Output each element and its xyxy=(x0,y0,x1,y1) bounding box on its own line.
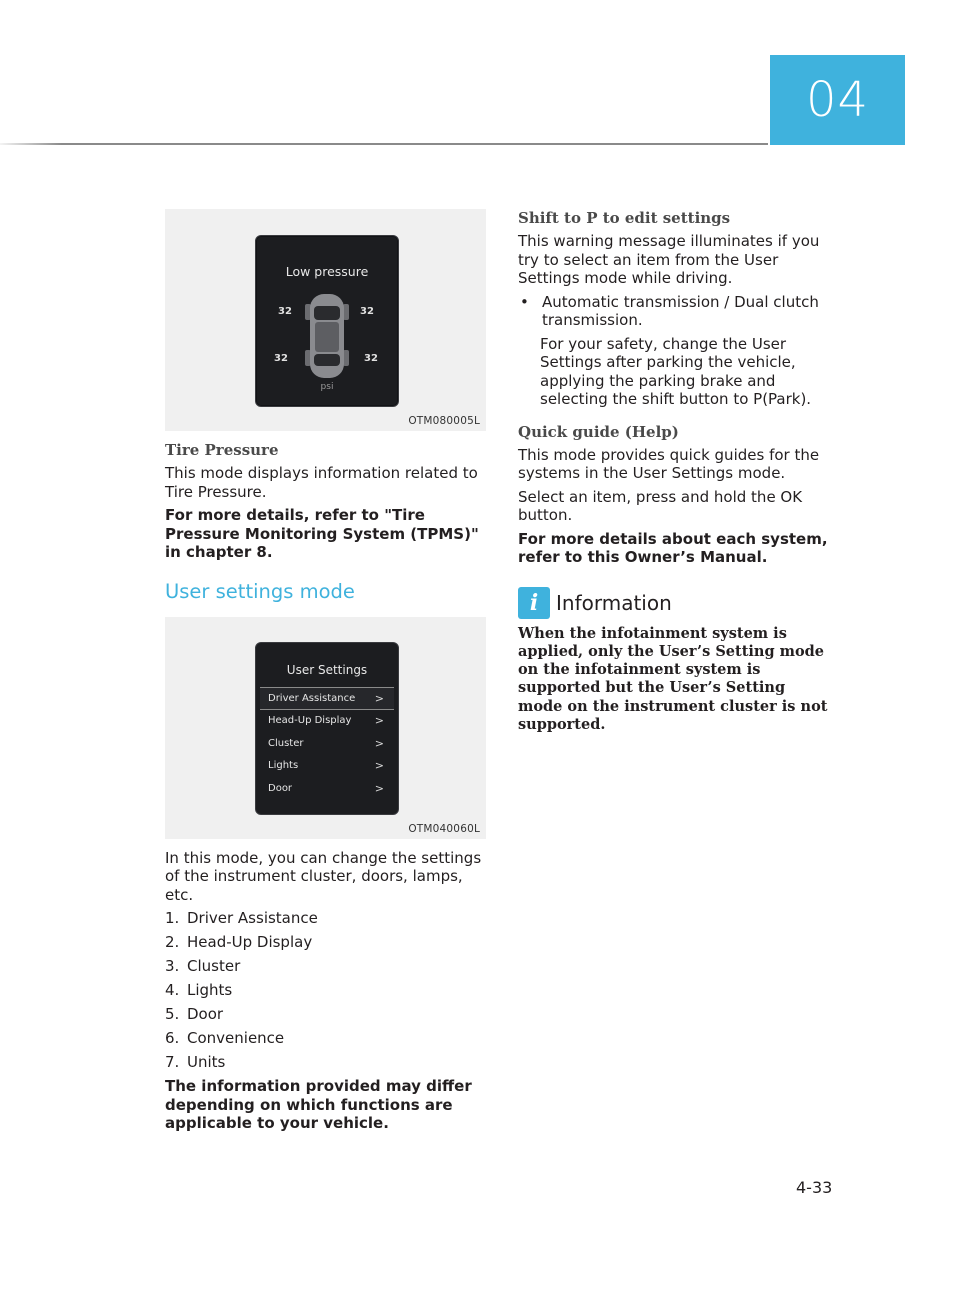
bullet-item xyxy=(518,293,833,330)
menu-item-label: Head-Up Display xyxy=(268,715,352,727)
left-column xyxy=(165,209,486,1138)
car-top-view-icon xyxy=(302,292,352,380)
chevron-right-icon: > xyxy=(374,714,384,728)
quick-guide-body: This mode provides quick guides for the systems in the User Settings mode. xyxy=(518,445,820,482)
tire-pressure-figure xyxy=(165,209,486,431)
tire-fl-value: 32 xyxy=(278,306,292,317)
tire-pressure-note: For more details, refer to "Tire Pressure Monitoring System (TPMS)" in chapter 8. xyxy=(165,506,479,561)
list-number: 6. xyxy=(165,1029,180,1047)
list-item xyxy=(165,933,486,952)
tire-pressure-heading: Tire Pressure xyxy=(165,441,279,459)
settings-menu xyxy=(260,687,394,801)
list-label: Units xyxy=(187,1053,226,1071)
quick-guide-instruction: Select an item, press and hold the OK button. xyxy=(518,487,803,524)
page-number: 4-33 xyxy=(796,1178,833,1197)
information-title: Information xyxy=(556,590,672,615)
information-header xyxy=(518,587,833,619)
tire-fr-value: 32 xyxy=(360,306,374,317)
user-settings-note: The information provided may differ depending on which functions are applicable to your vehicle. xyxy=(165,1077,472,1132)
menu-item-lights xyxy=(260,755,394,778)
list-item xyxy=(165,1053,486,1072)
bullet-text: Automatic transmission / Dual clutch transmission. xyxy=(542,292,819,329)
list-number: 7. xyxy=(165,1053,180,1071)
quick-guide-note: For more details about each system, refer to this Owner’s Manual. xyxy=(518,529,828,566)
user-settings-body: In this mode, you can change the settings of the instrument cluster, doors, lamps, etc. xyxy=(165,848,482,904)
menu-item-driver-assistance xyxy=(260,687,394,711)
chevron-right-icon: > xyxy=(374,781,384,795)
right-column xyxy=(518,209,833,734)
tire-pressure-body: This mode displays information related to Tire Pressure. xyxy=(165,464,478,501)
list-label: Convenience xyxy=(187,1029,285,1047)
menu-item-cluster xyxy=(260,733,394,756)
figure-caption: OTM080005L xyxy=(408,415,480,427)
bullet-dot-icon: • xyxy=(520,292,529,311)
list-number: 1. xyxy=(165,909,180,927)
cluster-screen-tire-pressure xyxy=(255,235,399,407)
list-label: Lights xyxy=(187,981,233,999)
bullet-detail: For your safety, change the User Settings after parking the vehicle, applying the parking brake and selecting the shift button to P(Park). xyxy=(540,334,812,408)
list-item xyxy=(165,1029,486,1048)
info-icon: i xyxy=(518,587,550,619)
list-item xyxy=(165,1005,486,1024)
menu-item-door xyxy=(260,778,394,801)
menu-item-label: Driver Assistance xyxy=(268,692,356,704)
menu-item-label: Door xyxy=(268,782,293,794)
user-settings-list xyxy=(165,909,486,1072)
tire-rl-value: 32 xyxy=(274,353,288,364)
list-number: 5. xyxy=(165,1005,180,1023)
screen-title: User Settings xyxy=(286,662,368,677)
pressure-unit: psi xyxy=(320,382,334,392)
chapter-tab: 04 xyxy=(770,55,905,145)
cluster-screen-user-settings xyxy=(255,642,399,815)
menu-item-label: Lights xyxy=(268,760,299,772)
list-label: Driver Assistance xyxy=(187,909,318,927)
list-label: Cluster xyxy=(187,957,241,975)
figure-caption: OTM040060L xyxy=(408,822,480,835)
list-item xyxy=(165,909,486,928)
list-item xyxy=(165,981,486,1000)
list-label: Head-Up Display xyxy=(187,933,313,951)
shift-to-p-body: This warning message illuminates if you try to select an item from the User Settings mode while driving. xyxy=(518,232,820,287)
screen-title: Low pressure xyxy=(285,264,369,279)
list-number: 4. xyxy=(165,981,180,999)
section-title: User settings mode xyxy=(165,579,355,603)
list-number: 3. xyxy=(165,957,180,975)
user-settings-figure xyxy=(165,617,486,839)
list-label: Door xyxy=(187,1005,224,1023)
list-number: 2. xyxy=(165,933,180,951)
menu-item-head-up-display xyxy=(260,710,394,733)
menu-item-label: Cluster xyxy=(268,737,304,749)
chevron-right-icon: > xyxy=(374,759,384,773)
shift-to-p-heading: Shift to P to edit settings xyxy=(518,209,731,227)
tire-rr-value: 32 xyxy=(364,353,378,364)
header-rule xyxy=(0,143,768,145)
quick-guide-heading: Quick guide (Help) xyxy=(518,422,679,441)
chevron-right-icon: > xyxy=(374,691,384,705)
list-item xyxy=(165,957,486,976)
chevron-right-icon: > xyxy=(374,736,384,750)
information-body: When the infotainment system is applied, only the User’s Setting mode on the infotainment system is supported but the User’s Setting mode on the instrument cluster is not supported. xyxy=(518,624,828,733)
